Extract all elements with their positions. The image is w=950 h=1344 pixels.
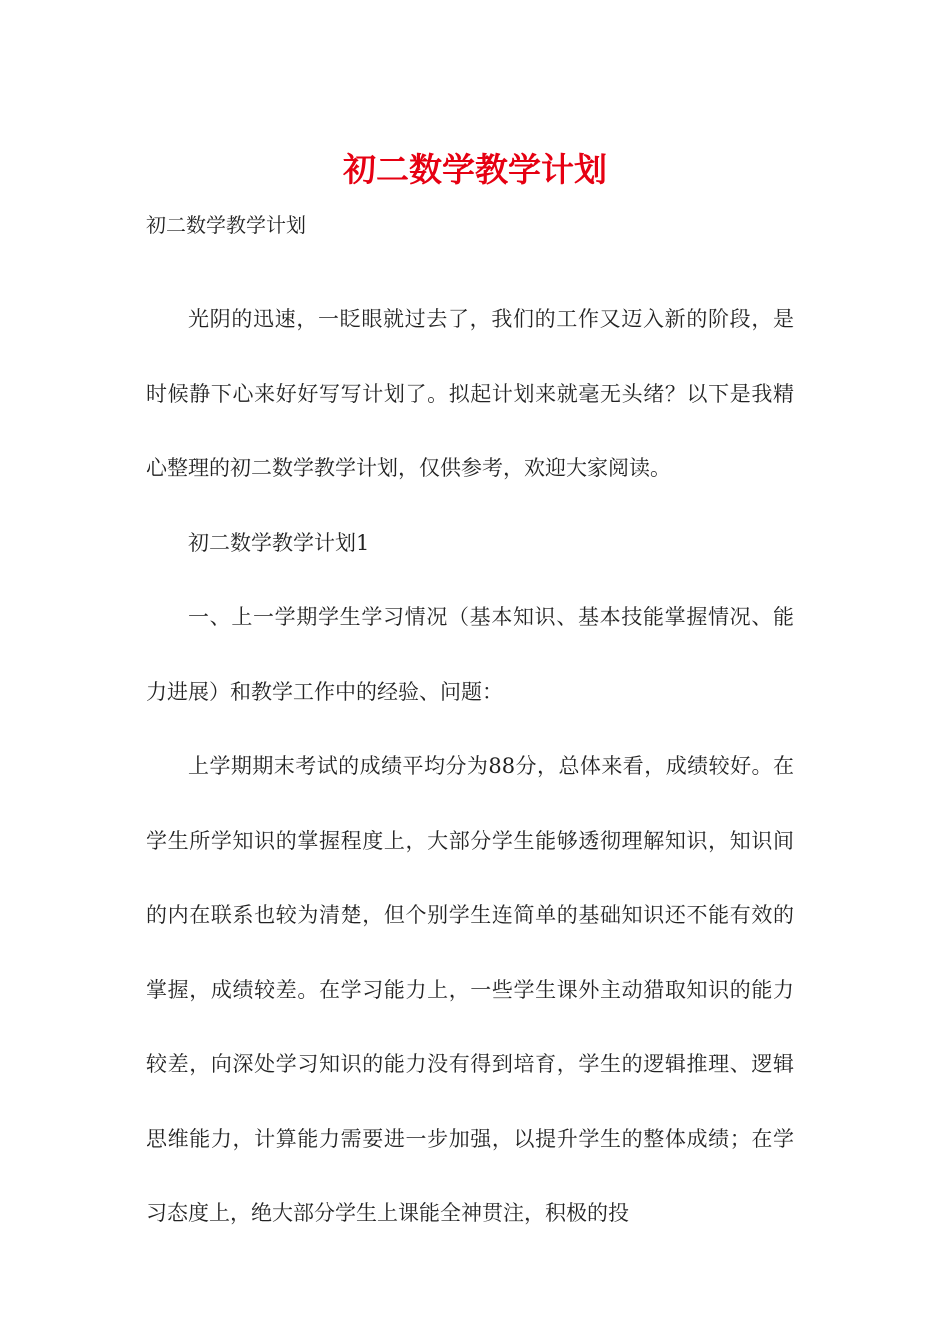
section-heading-plan-1: 初二数学教学计划1 bbox=[188, 530, 370, 555]
document-subtitle: 初二数学教学计划 bbox=[146, 213, 306, 237]
paragraph-intro: 光阴的迅速，一眨眼就过去了，我们的工作又迈入新的阶段，是时候静下心来好好写写计划了。拟起计划来就毫无头绪？以下是我精心整理的初二数学教学计划，仅供参考，欢迎大家阅读。 bbox=[146, 307, 794, 480]
paragraph-last-term-results: 上学期期末考试的成绩平均分为88分，总体来看，成绩较好。在学生所学知识的掌握程度上，大部分学生能够透彻理解知识，知识间的内在联系也较为清楚，但个别学生连简单的基础知识还不能有效的掌握，成绩较差。在学习能力上，一些学生课外主动猎取知识的能力较差，向深处学习知识的能力没有得到培育，学生的逻辑推理、逻辑思维能力，计算能力需要进一步加强，以提升学生的整体成绩；在学习态度上，绝大部分学生上课能全神贯注，积极的投 bbox=[146, 754, 794, 1225]
document-title: 初二数学教学计划 bbox=[343, 150, 607, 189]
section-heading-part-1: 一、上一学期学生学习情况（基本知识、基本技能掌握情况、能力进展）和教学工作中的经验、问题： bbox=[146, 605, 794, 704]
document-body bbox=[146, 282, 794, 1251]
